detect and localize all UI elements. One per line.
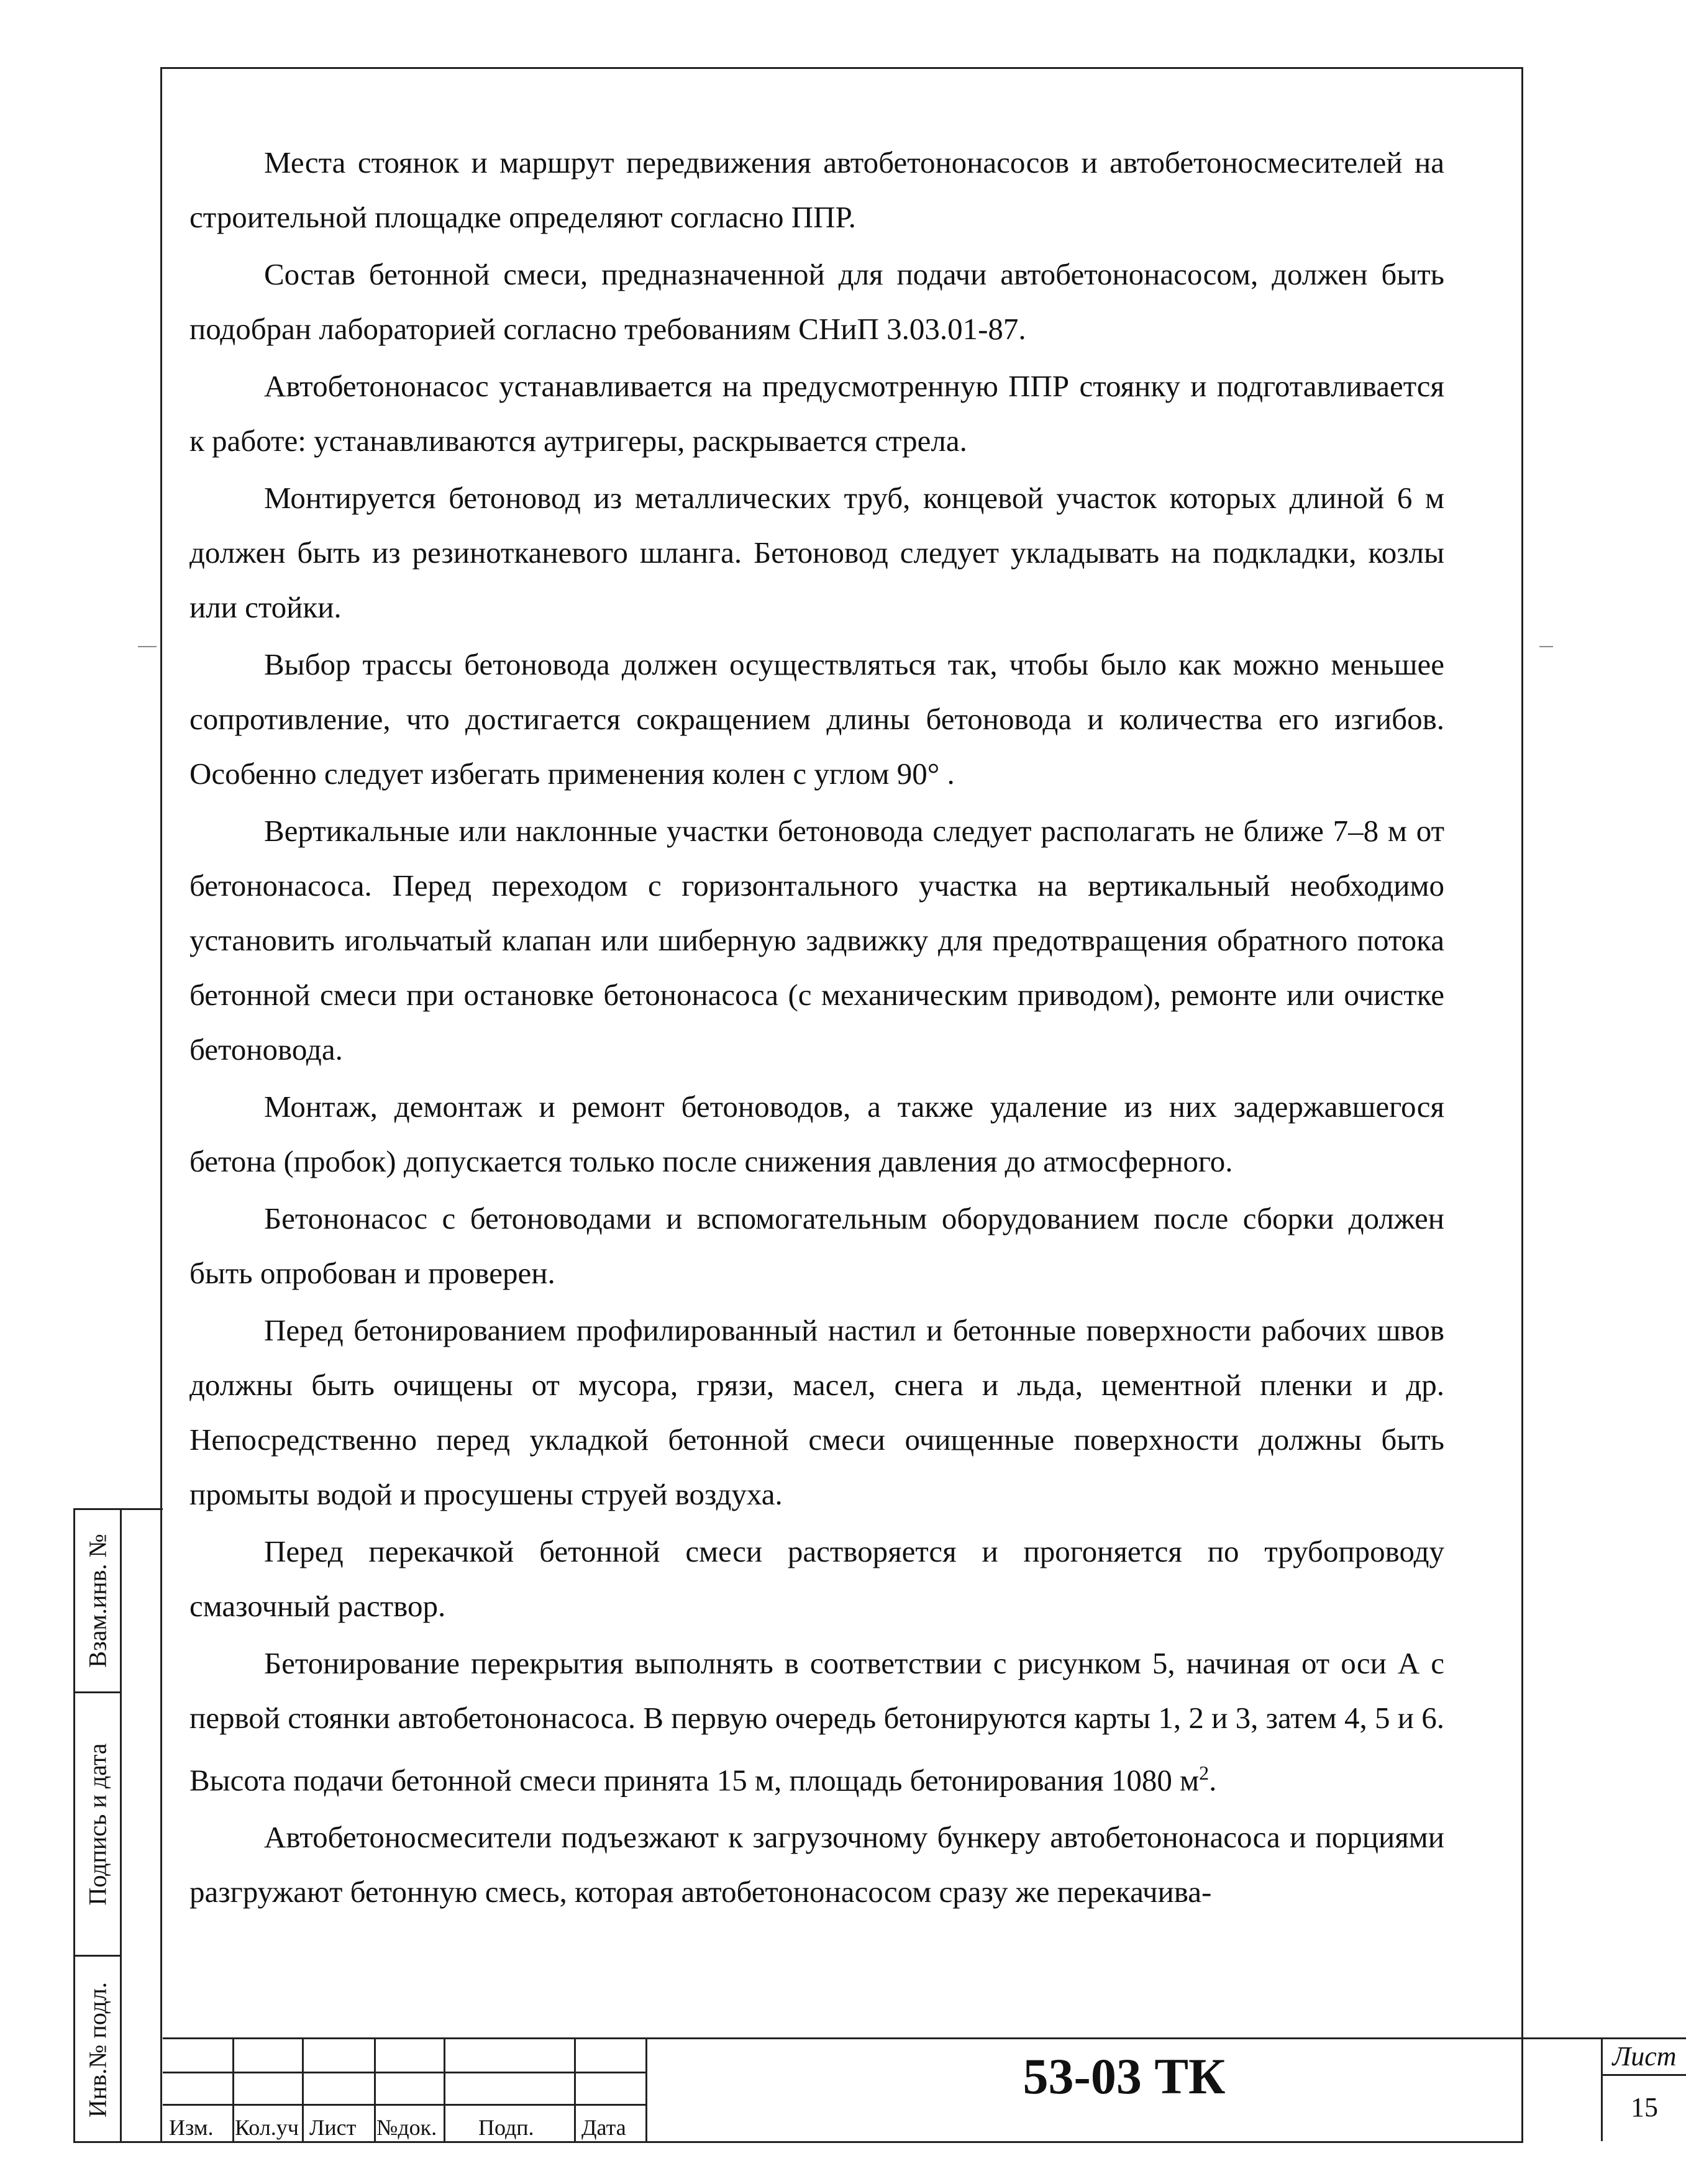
- document-body: [189, 135, 1444, 1922]
- side-cell-replacement: [75, 1510, 120, 1693]
- paragraph: Монтаж, демонтаж и ремонт бетоноводов, а также удаление из них задержавшегося бетона (пробок) допускается только после снижения давления до атмосферного.: [189, 1090, 1444, 1178]
- paragraph-end: .: [1209, 1763, 1217, 1798]
- superscript: 2: [1199, 1762, 1210, 1784]
- header-change: Изм.: [169, 2115, 214, 2140]
- col-line: [574, 2039, 576, 2143]
- paragraph: Автобетоносмесители подъезжают к загрузочному бункеру автобетононасоса и порциями разгружают бетонную смесь, которая автобетононасосом сразу же перекачива-: [189, 1820, 1444, 1909]
- paragraph: [189, 1636, 1444, 1808]
- paragraph: Выбор трассы бетоновода должен осуществляться так, чтобы было как можно меньшее сопротивление, что достигается сокращением длины бетоновода и количества его изгибов. Особенно следует избегать применения колен с углом 90° .: [189, 647, 1444, 791]
- paragraph: Монтируется бетоновод из металлических труб, концевой участок которых длиной 6 м должен быть из резинотканевого шланга. Бетоновод следует укладывать на подкладки, козлы или стойки.: [189, 481, 1444, 624]
- paragraph-text: Бетонирование перекрытия выполнять в соответствии с рисунком 5, начиная от оси А с первой стоянки автобетононасоса. В первую очередь бетонируются карты 1, 2 и 3, затем 4, 5 и 6. Высота подачи бетонной смеси принята 15 м, площадь бетонирования 1080 м: [189, 1646, 1444, 1798]
- side-stamp-labels: [75, 1510, 122, 2141]
- paragraph: Места стоянок и маршрут передвижения автобетононасосов и автобетоносмесителей на строительной площадке определяют согласно ППР.: [189, 145, 1444, 234]
- header-date: Дата: [581, 2115, 626, 2140]
- original-inv-label: Инв.№ подл.: [83, 1982, 112, 2118]
- col-line: [444, 2039, 445, 2143]
- paragraph: Состав бетонной смеси, предназначенной для подачи автобетононасосом, должен быть подобран лабораторией согласно требованиям СНиП 3.03.01-87.: [189, 257, 1444, 346]
- paragraph: Перед бетонированием профилированный настил и бетонные поверхности рабочих швов должны быть очищены от мусора, грязи, масел, снега и льда, цементной пленки и др. Непосредственно перед укладкой бетонной смеси очищенные поверхности должны быть промыты водой и просушены струей воздуха.: [189, 1313, 1444, 1511]
- document-code-text: 53-03 ТК: [1023, 2048, 1226, 2104]
- col-line: [302, 2039, 304, 2143]
- paragraph: Автобетононасос устанавливается на предусмотренную ППР стоянку и подготавливается к работе: устанавливаются аутригеры, раскрывается стрела.: [189, 369, 1444, 458]
- header-signature: Подп.: [478, 2115, 534, 2140]
- sheet-box: [1601, 2037, 1686, 2141]
- replacement-inv-label: Взам.инв. №: [83, 1534, 112, 1668]
- header-sheet: Лист: [309, 2115, 357, 2140]
- paragraph: Бетононасос с бетоноводами и вспомогательным оборудованием после сборки должен быть опробован и проверен.: [189, 1201, 1444, 1290]
- header-count: Кол.уч: [235, 2115, 299, 2140]
- col-line: [374, 2039, 376, 2143]
- margin-tick-left: [138, 646, 157, 647]
- title-block: [163, 2037, 1677, 2141]
- paragraph: Перед перекачкой бетонной смеси растворяется и прогоняется по трубопроводу смазочный раствор.: [189, 1534, 1444, 1623]
- margin-tick-right: [1539, 646, 1553, 647]
- sheet-number: 15: [1631, 2092, 1658, 2123]
- sheet-label: Лист: [1603, 2039, 1686, 2076]
- side-cell-signature: [75, 1693, 120, 1957]
- header-doc-no: №док.: [376, 2115, 437, 2140]
- side-cell-original: [75, 1957, 120, 2143]
- document-code: [647, 2037, 1601, 2141]
- signature-date-label: Подпись и дата: [83, 1742, 112, 1906]
- paragraph: Вертикальные или наклонные участки бетоновода следует располагать не ближе 7–8 м от бетононасоса. Перед переходом с горизонтального участка на вертикальный необходимо установить игольчатый клапан или шиберную задвижку для предотвращения обратного потока бетонной смеси при остановке бетононасоса (с механическим приводом), ремонте или очистке бетоновода.: [189, 814, 1444, 1067]
- col-line: [232, 2039, 234, 2143]
- revision-table: [163, 2037, 647, 2143]
- side-stamp: [73, 1508, 163, 2143]
